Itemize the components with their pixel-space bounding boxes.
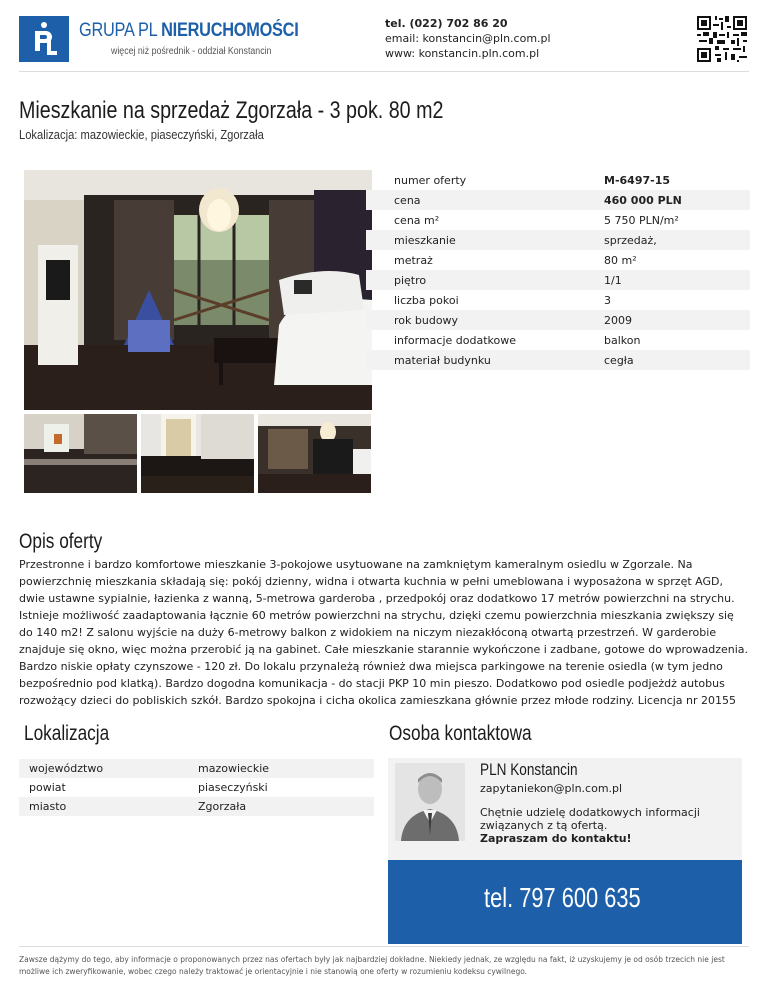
agent-phone[interactable]: tel. 797 600 635 [484, 882, 641, 913]
company-logo [19, 16, 69, 62]
parameter-label: piętro [394, 274, 427, 287]
parameter-value: balkon [604, 334, 641, 347]
parameter-row [366, 190, 750, 210]
office-phone[interactable]: tel. (022) 702 86 20 [385, 17, 508, 30]
location-row: powiat piaseczyński [29, 781, 268, 794]
pl-logo-icon [19, 16, 69, 62]
brand-name: GRUPA PL NIERUCHOMOŚCI [79, 20, 299, 41]
office-www[interactable]: www: konstancin.pln.com.pl [385, 47, 540, 60]
brand-tagline: więcej niż pośrednik - oddział Konstancin [111, 46, 272, 57]
parameter-label: numer oferty [394, 174, 467, 187]
parameter-row [366, 290, 750, 310]
contact-heading: Osoba kontaktowa [389, 722, 532, 745]
description-heading: Opis oferty [19, 530, 103, 553]
parameter-row [366, 250, 750, 270]
parameter-row [366, 350, 750, 370]
agent-name: PLN Konstancin [480, 760, 578, 779]
parameter-value: 460 000 PLN [604, 194, 682, 207]
offer-location-line: Lokalizacja: mazowieckie, piaseczyński, Zgorzała [19, 127, 264, 142]
parameter-value: 2009 [604, 314, 632, 327]
disclaimer: Zawsze dążymy do tego, aby informacje o proponowanych przez nas ofertach były jak najbardziej dokładne. Niekiedy jednak, ze względu na fakt, iż uzyskujemy je od osób trzecich nie jest możliwe ich zweryfikowanie, wobec czego należy traktować je orientacyjnie i nie stanowią one oferty w rozumieniu kodeksu cywilnego. [19, 955, 725, 976]
parameter-label: materiał budynku [394, 354, 491, 367]
agent-message: Chętnie udzielę dodatkowych informacji związanych z tą ofertą. Zapraszam do kontaktu! [480, 806, 700, 845]
parameter-value: 3 [604, 294, 611, 307]
description-text: Przestronne i bardzo komfortowe mieszkanie 3-pokojowe usytuowane na zamkniętym kameralnym osiedlu w Zgorzale. Na powierzchnię mieszkania składają się: pokój dzienny, widna i otwarta kuchnia w pełni umeblowana i wyposażona w sprzęt AGD, dwie ustawne sypialnie, łazienka z wanną, 5-metrowa garderoba , przedpokój oraz dodatkowo 17 metrów powierzchni na strychu. Istnieje możliwość zaadaptowania łącznie 60 metrów powierzchni na strychu, dzięki czemu powierzchnia mieszkania zwiększy się do 140 m2! Z salonu wyjście na duży 6-metrowy balkon z widokiem na niczym niezakłóconą otwartą przestrzeń. W garderobie znajduje się okno, więc można przerobić ją na gabinet. Całe mieszkanie starannie wykończone i zadbane, gotowe do wprowadzenia. Bardzo niskie opłaty czynszowe - 120 zł. Do lokalu przynależą również dwa miejsca parkingowe na terenie osiedla (w tym jedno bezpośrednio pod klatką). Bardzo dogodna komunikacja - do stacji PKP 10 min pieszo. Dodatkowo pod osiedle podjeżdż autobus rozwożący dzieci do pobliskich szkół. Bardzo spokojna i cicha okolica zamieszkana głównie przez młode rodziny. Licencja nr 20155 [19, 558, 749, 707]
location-row: miasto Zgorzała [19, 797, 374, 816]
parameter-label: mieszkanie [394, 234, 456, 247]
parameter-label: cena [394, 194, 421, 207]
parameter-row [366, 210, 750, 230]
parameter-row [366, 230, 750, 250]
photo-thumbnail[interactable] [141, 414, 254, 493]
parameter-value: 80 m² [604, 254, 637, 267]
location-heading: Lokalizacja [24, 722, 110, 745]
parameter-row [366, 310, 750, 330]
location-row: województwo mazowieckie [19, 759, 374, 778]
agent-email[interactable]: zapytaniekon@pln.com.pl [480, 782, 623, 795]
header-divider [19, 71, 749, 72]
offer-title: Mieszkanie na sprzedaż Zgorzała - 3 pok. 80 m2 [19, 97, 444, 124]
offer-parameters-table [366, 170, 750, 370]
qr-code-icon [697, 16, 747, 62]
parameter-row [366, 330, 750, 350]
photo-thumbnail[interactable] [24, 414, 137, 493]
parameter-label: metraż [394, 254, 433, 267]
main-photo[interactable] [24, 170, 372, 410]
parameter-row [366, 170, 750, 190]
parameter-value: 1/1 [604, 274, 622, 287]
parameter-label: cena m² [394, 214, 440, 227]
parameter-value: sprzedaż, [604, 234, 657, 247]
photo-thumbnail[interactable] [258, 414, 371, 493]
parameter-label: rok budowy [394, 314, 459, 327]
parameter-label: liczba pokoi [394, 294, 459, 307]
parameter-label: informacje dodatkowe [394, 334, 517, 347]
parameter-value: M-6497-15 [604, 174, 670, 187]
parameter-value: 5 750 PLN/m² [604, 214, 679, 227]
office-contact [385, 16, 551, 61]
footer-divider [19, 946, 749, 947]
parameter-row [366, 270, 750, 290]
avatar [395, 763, 465, 841]
parameter-value: cegła [604, 354, 634, 367]
office-email[interactable]: email: konstancin@pln.com.pl [385, 32, 551, 45]
